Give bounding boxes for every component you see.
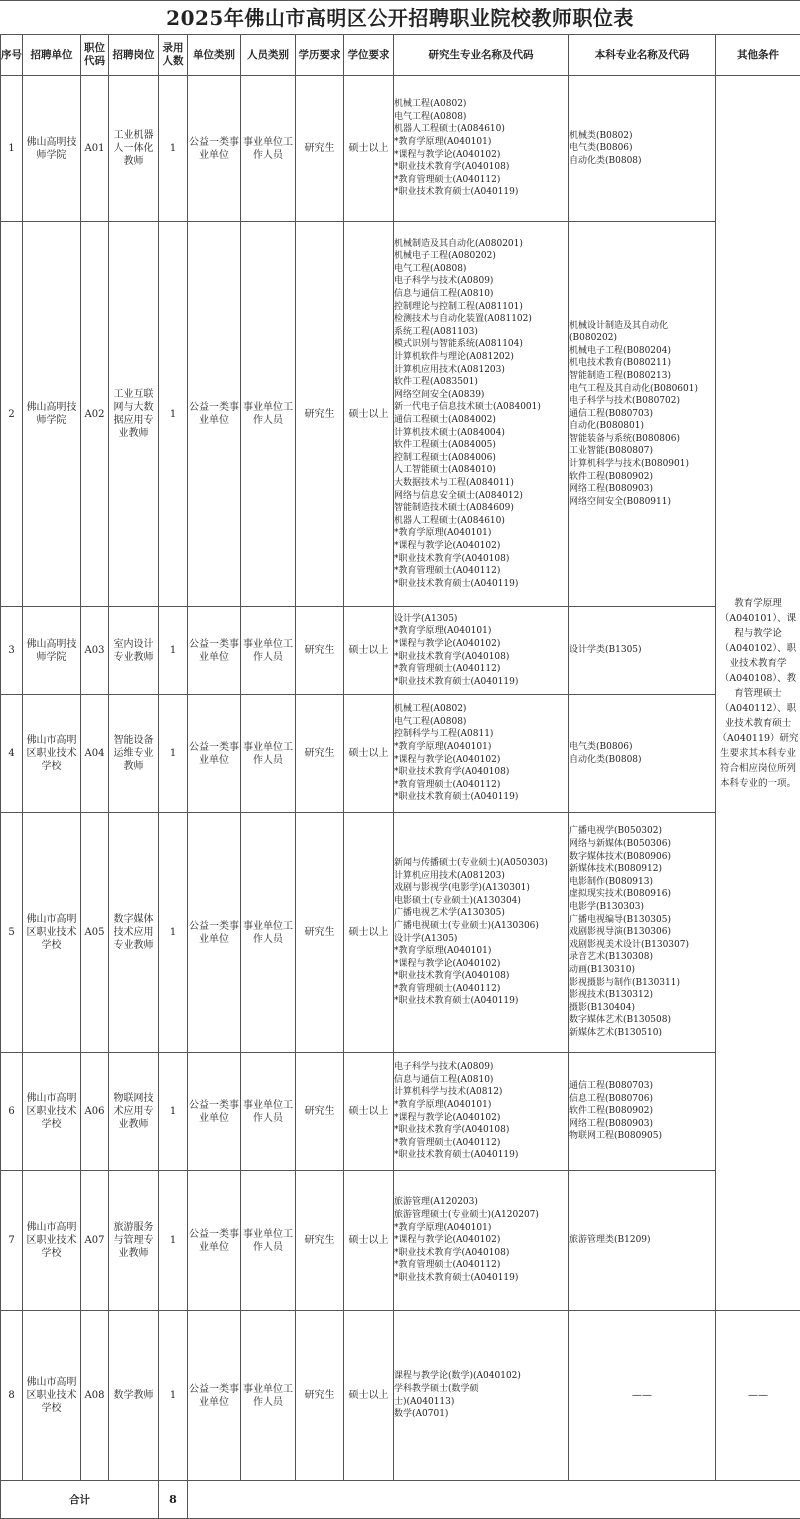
grad-major-item: 软件工程(A083501) — [394, 376, 568, 389]
ug-major-item: (B080202) — [569, 332, 715, 345]
grad-major-item: 电子科学与技术(A0809) — [394, 1061, 568, 1074]
cell-count: 1 — [159, 222, 188, 607]
cell-grad-majors — [394, 813, 569, 1053]
grad-major-item: *课程与教学论(A040102) — [394, 1234, 568, 1247]
grad-major-item: 机器人工程硕士(A084610) — [394, 515, 568, 528]
grad-major-item: 信息与通信工程(A0810) — [394, 288, 568, 301]
ug-major-item: 软件工程(B080902) — [569, 1105, 715, 1118]
grad-major-item: 机械制造及其自动化(A080201) — [394, 238, 568, 251]
grad-major-item: 电气工程(A0808) — [394, 716, 568, 729]
ug-major-item: 影视技术(B130312) — [569, 989, 715, 1002]
cell-ug-majors — [569, 1053, 716, 1171]
cell-position: 智能设备运维专业教师 — [109, 695, 159, 813]
cell-seq: 3 — [1, 607, 23, 695]
cell-grad-majors — [394, 222, 569, 607]
cell-degree: 硕士以上 — [344, 76, 394, 222]
grad-major-item: *课程与教学论(A040102) — [394, 754, 568, 767]
grad-major-item: 电气工程(A0808) — [394, 263, 568, 276]
cell-grad-majors — [394, 695, 569, 813]
cell-count: 1 — [159, 813, 188, 1053]
cell-ug-majors — [569, 695, 716, 813]
cell-seq: 6 — [1, 1053, 23, 1171]
grad-major-item: *课程与教学论(A040102) — [394, 638, 568, 651]
cell-position: 工业机器人一体化教师 — [109, 76, 159, 222]
ug-major-item: 电影学(B130303) — [569, 901, 715, 914]
total-label: 合计 — [1, 1481, 159, 1519]
cell-code: A02 — [81, 222, 109, 607]
grad-major-item: 旅游管理(A120203) — [394, 1196, 568, 1209]
cell-seq: 2 — [1, 222, 23, 607]
cell-ug-majors — [569, 813, 716, 1053]
cell-employer: 佛山市高明区职业技术学校 — [23, 1311, 81, 1481]
grad-major-item: *职业技术教育硕士(A040119) — [394, 1272, 568, 1285]
ug-major-item: 计算机科学与技术(B080901) — [569, 458, 715, 471]
grad-major-item: 电影硕士(专业硕士)(A130304) — [394, 895, 568, 908]
grad-major-item: 机械工程(A0802) — [394, 703, 568, 716]
ug-major-item: 机械电子工程(B080204) — [569, 345, 715, 358]
cell-ug-majors — [569, 607, 716, 695]
cell-staff-type: 事业单位工作人员 — [241, 1171, 296, 1311]
grad-major-item: *教育管理硕士(A040112) — [394, 1259, 568, 1272]
header-unit-type: 单位类别 — [188, 35, 241, 76]
grad-major-item: 电气工程(A0808) — [394, 111, 568, 124]
grad-major-item: *教育管理硕士(A040112) — [394, 663, 568, 676]
total-empty — [188, 1481, 800, 1519]
ug-major-item: 通信工程(B080703) — [569, 408, 715, 421]
ug-major-item: 自动化类(B0808) — [569, 155, 715, 168]
grad-major-item: *教育管理硕士(A040112) — [394, 565, 568, 578]
grad-major-item: 大数据技术与工程(A084011) — [394, 477, 568, 490]
grad-major-item: 计算机应用技术(A081203) — [394, 364, 568, 377]
cell-education: 研究生 — [296, 1053, 344, 1171]
grad-major-item: *教育学原理(A040101) — [394, 527, 568, 540]
header-ug-major: 本科专业名称及代码 — [569, 35, 716, 76]
ug-major-item: 虚拟现实技术(B080916) — [569, 888, 715, 901]
table-row — [1, 607, 800, 695]
ug-major-item: 广播电视学(B050302) — [569, 825, 715, 838]
grad-major-item: 智能制造技术硕士(A084609) — [394, 502, 568, 515]
cell-code: A03 — [81, 607, 109, 695]
cell-position: 物联网技术应用专业教师 — [109, 1053, 159, 1171]
cell-unit-type: 公益一类事业单位 — [188, 607, 241, 695]
cell-degree: 硕士以上 — [344, 813, 394, 1053]
grad-major-item: 戏剧与影视学(电影学)(A130301) — [394, 882, 568, 895]
ug-major-item: 电影制作(B080913) — [569, 876, 715, 889]
grad-major-item: 通信工程硕士(A084002) — [394, 414, 568, 427]
grad-major-item: 机械电子工程(A080202) — [394, 250, 568, 263]
grad-major-item: *职业技术教育硕士(A040119) — [394, 186, 568, 199]
cell-degree: 硕士以上 — [344, 1171, 394, 1311]
header-other: 其他条件 — [716, 35, 800, 76]
ug-major-item: 物联网工程(B080905) — [569, 1130, 715, 1143]
header-grad-major: 研究生专业名称及代码 — [394, 35, 569, 76]
ug-major-item: 录音艺术(B130308) — [569, 951, 715, 964]
cell-count: 1 — [159, 695, 188, 813]
cell-education: 研究生 — [296, 222, 344, 607]
ug-major-item: 新媒体技术(B080912) — [569, 863, 715, 876]
grad-major-item: 设计学(A1305) — [394, 613, 568, 626]
ug-major-item: 软件工程(B080902) — [569, 471, 715, 484]
cell-other-none: —— — [716, 1311, 800, 1481]
cell-position: 数字媒体技术应用专业教师 — [109, 813, 159, 1053]
grad-major-item: 计算机软件与理论(A081202) — [394, 351, 568, 364]
ug-major-item: 自动化类(B0808) — [569, 754, 715, 767]
grad-major-item: 设计学(A1305) — [394, 933, 568, 946]
grad-major-item: 信息与通信工程(A0810) — [394, 1074, 568, 1087]
cell-grad-majors — [394, 607, 569, 695]
cell-employer: 佛山高明技师学院 — [23, 607, 81, 695]
cell-employer: 佛山高明技师学院 — [23, 76, 81, 222]
cell-staff-type: 事业单位工作人员 — [241, 1053, 296, 1171]
cell-ug-majors-none: —— — [569, 1311, 716, 1481]
ug-major-item: 机械设计制造及其自动化 — [569, 320, 715, 333]
cell-position: 室内设计专业教师 — [109, 607, 159, 695]
ug-major-item: 数字媒体艺术(B130508) — [569, 1014, 715, 1027]
grad-major-item: *职业技术教育学(A040108) — [394, 766, 568, 779]
table-row — [1, 695, 800, 813]
ug-major-item: 摄影(B130404) — [569, 1002, 715, 1015]
cell-employer: 佛山市高明区职业技术学校 — [23, 813, 81, 1053]
cell-education: 研究生 — [296, 76, 344, 222]
cell-unit-type: 公益一类事业单位 — [188, 76, 241, 222]
cell-other-conditions: 教育学原理（A040101）、课程与教学论（A040102）、职业技术教育学（A040108）、教育管理硕士（A040112）、职业技术教育硕士（A040119）研究生要求其本科专业符合相应岗位所列本科专业的一项。 — [716, 76, 800, 1311]
grad-major-item: *教育学原理(A040101) — [394, 625, 568, 638]
grad-major-item: *职业技术教育硕士(A040119) — [394, 995, 568, 1008]
grad-major-item: *教育学原理(A040101) — [394, 1222, 568, 1235]
cell-seq: 5 — [1, 813, 23, 1053]
ug-major-item: 网络空间安全(B080911) — [569, 496, 715, 509]
grad-major-item: *教育学原理(A040101) — [394, 1099, 568, 1112]
table-row — [1, 1171, 800, 1311]
cell-education: 研究生 — [296, 813, 344, 1053]
header-degree: 学位要求 — [344, 35, 394, 76]
grad-major-item: *课程与教学论(A040102) — [394, 540, 568, 553]
cell-grad-majors — [394, 1053, 569, 1171]
cell-count: 1 — [159, 1053, 188, 1171]
ug-major-item: 数字媒体技术(B080906) — [569, 851, 715, 864]
ug-major-item: 电气类(B0806) — [569, 142, 715, 155]
ug-major-item: 影视摄影与制作(B130311) — [569, 977, 715, 990]
cell-grad-majors — [394, 76, 569, 222]
cell-unit-type: 公益一类事业单位 — [188, 1053, 241, 1171]
grad-major-item: *职业技术教育硕士(A040119) — [394, 1149, 568, 1162]
header-education: 学历要求 — [296, 35, 344, 76]
table-header-row — [1, 35, 800, 76]
cell-education: 研究生 — [296, 1171, 344, 1311]
table-row — [1, 222, 800, 607]
ug-major-item: 广播电视编导(B130305) — [569, 914, 715, 927]
grad-major-item: 课程与教学论(数学)(A040102) — [394, 1370, 568, 1383]
cell-count: 1 — [159, 1171, 188, 1311]
ug-major-item: 旅游管理类(B1209) — [569, 1234, 715, 1247]
grad-major-item: 计算机科学与技术(A0812) — [394, 1086, 568, 1099]
cell-grad-majors — [394, 1171, 569, 1311]
table-row — [1, 76, 800, 222]
ug-major-item: 信息工程(B080706) — [569, 1093, 715, 1106]
cell-code: A08 — [81, 1311, 109, 1481]
grad-major-item: 机器人工程硕士(A084610) — [394, 123, 568, 136]
grad-major-item: 软件工程硕士(A084005) — [394, 439, 568, 452]
positions-table — [0, 34, 800, 1519]
grad-major-item: 新一代电子信息技术硕士(A084001) — [394, 401, 568, 414]
page-title: 2025年佛山市高明区公开招聘职业院校教师职位表 — [0, 0, 800, 35]
grad-major-item: *职业技术教育学(A040108) — [394, 553, 568, 566]
ug-major-item: 电气类(B0806) — [569, 741, 715, 754]
ug-major-item: 新媒体艺术(B130510) — [569, 1027, 715, 1040]
grad-major-item: 检测技术与自动化装置(A081102) — [394, 313, 568, 326]
cell-count: 1 — [159, 1311, 188, 1481]
ug-major-item: 电气工程及其自动化(B080601) — [569, 383, 715, 396]
grad-major-item: 系统工程(A081103) — [394, 326, 568, 339]
cell-staff-type: 事业单位工作人员 — [241, 222, 296, 607]
grad-major-item: 计算机技术硕士(A084004) — [394, 427, 568, 440]
grad-major-item: 新闻与传播硕士(专业硕士)(A050303) — [394, 857, 568, 870]
grad-major-item: *职业技术教育学(A040108) — [394, 970, 568, 983]
table-row — [1, 1053, 800, 1171]
grad-major-item: *课程与教学论(A040102) — [394, 149, 568, 162]
cell-grad-majors — [394, 1311, 569, 1481]
ug-major-item: 机械类(B0802) — [569, 130, 715, 143]
cell-code: A05 — [81, 813, 109, 1053]
cell-count: 1 — [159, 76, 188, 222]
cell-position: 旅游服务与管理专业教师 — [109, 1171, 159, 1311]
header-code: 职位代码 — [81, 35, 109, 76]
cell-employer: 佛山市高明区职业技术学校 — [23, 1053, 81, 1171]
grad-major-item: 士)(A040113) — [394, 1396, 568, 1409]
ug-major-item: 网络与新媒体(B050306) — [569, 838, 715, 851]
cell-seq: 1 — [1, 76, 23, 222]
cell-employer: 佛山市高明区职业技术学校 — [23, 1171, 81, 1311]
cell-position: 数学教师 — [109, 1311, 159, 1481]
table-row — [1, 813, 800, 1053]
cell-seq: 4 — [1, 695, 23, 813]
grad-major-item: *教育学原理(A040101) — [394, 945, 568, 958]
grad-major-item: 网络空间安全(A0839) — [394, 389, 568, 402]
cell-education: 研究生 — [296, 695, 344, 813]
cell-employer: 佛山高明技师学院 — [23, 222, 81, 607]
cell-unit-type: 公益一类事业单位 — [188, 813, 241, 1053]
header-seq: 序号 — [1, 35, 23, 76]
grad-major-item: *教育管理硕士(A040112) — [394, 1137, 568, 1150]
ug-major-item: 动画(B130310) — [569, 964, 715, 977]
cell-code: A04 — [81, 695, 109, 813]
cell-degree: 硕士以上 — [344, 695, 394, 813]
grad-major-item: 机械工程(A0802) — [394, 98, 568, 111]
grad-major-item: *课程与教学论(A040102) — [394, 1112, 568, 1125]
grad-major-item: 数学(A0701) — [394, 1408, 568, 1421]
ug-major-item: 设计学类(B1305) — [569, 644, 715, 657]
grad-major-item: *教育学原理(A040101) — [394, 136, 568, 149]
cell-education: 研究生 — [296, 607, 344, 695]
cell-position: 工业互联网与大数据应用专业教师 — [109, 222, 159, 607]
cell-seq: 7 — [1, 1171, 23, 1311]
ug-major-item: 智能制造工程(B080213) — [569, 370, 715, 383]
ug-major-item: 网络工程(B080903) — [569, 483, 715, 496]
cell-degree: 硕士以上 — [344, 607, 394, 695]
cell-staff-type: 事业单位工作人员 — [241, 76, 296, 222]
grad-major-item: *职业技术教育硕士(A040119) — [394, 578, 568, 591]
ug-major-item: 网络工程(B080903) — [569, 1118, 715, 1131]
grad-major-item: 计算机应用技术(A081203) — [394, 870, 568, 883]
cell-unit-type: 公益一类事业单位 — [188, 1311, 241, 1481]
cell-staff-type: 事业单位工作人员 — [241, 1311, 296, 1481]
cell-unit-type: 公益一类事业单位 — [188, 1171, 241, 1311]
cell-code: A06 — [81, 1053, 109, 1171]
grad-major-item: 广播电视硕士(专业硕士)(A130306) — [394, 920, 568, 933]
cell-degree: 硕士以上 — [344, 222, 394, 607]
ug-major-item: 电子科学与技术(B080702) — [569, 395, 715, 408]
grad-major-item: *课程与教学论(A040102) — [394, 958, 568, 971]
grad-major-item: *职业技术教育硕士(A040119) — [394, 791, 568, 804]
cell-ug-majors — [569, 1171, 716, 1311]
grad-major-item: 广播电视艺术学(A130305) — [394, 907, 568, 920]
cell-unit-type: 公益一类事业单位 — [188, 222, 241, 607]
header-count: 录用人数 — [159, 35, 188, 76]
cell-employer: 佛山市高明区职业技术学校 — [23, 695, 81, 813]
grad-major-item: *职业技术教育学(A040108) — [394, 1124, 568, 1137]
cell-count: 1 — [159, 607, 188, 695]
cell-ug-majors — [569, 222, 716, 607]
grad-major-item: 控制理论与控制工程(A081101) — [394, 301, 568, 314]
total-value: 8 — [159, 1481, 188, 1519]
ug-major-item: 机电技术教育(B080211) — [569, 357, 715, 370]
grad-major-item: 控制科学与工程(A0811) — [394, 728, 568, 741]
header-position: 招聘岗位 — [109, 35, 159, 76]
ug-major-item: 戏剧影视导演(B130306) — [569, 926, 715, 939]
cell-unit-type: 公益一类事业单位 — [188, 695, 241, 813]
cell-degree: 硕士以上 — [344, 1311, 394, 1481]
cell-staff-type: 事业单位工作人员 — [241, 695, 296, 813]
grad-major-item: *职业技术教育硕士(A040119) — [394, 676, 568, 689]
total-row — [1, 1481, 800, 1519]
ug-major-item: 通信工程(B080703) — [569, 1080, 715, 1093]
table-row — [1, 1311, 800, 1481]
grad-major-item: *教育管理硕士(A040112) — [394, 779, 568, 792]
cell-code: A01 — [81, 76, 109, 222]
grad-major-item: *教育管理硕士(A040112) — [394, 983, 568, 996]
cell-staff-type: 事业单位工作人员 — [241, 607, 296, 695]
cell-education: 研究生 — [296, 1311, 344, 1481]
cell-code: A07 — [81, 1171, 109, 1311]
ug-major-item: 工业智能(B080807) — [569, 445, 715, 458]
grad-major-item: 控制工程硕士(A084006) — [394, 452, 568, 465]
grad-major-item: *教育管理硕士(A040112) — [394, 174, 568, 187]
grad-major-item: 人工智能硕士(A084010) — [394, 464, 568, 477]
grad-major-item: 旅游管理硕士(专业硕士)(A120207) — [394, 1209, 568, 1222]
ug-major-item: 戏剧影视美术设计(B130307) — [569, 939, 715, 952]
grad-major-item: *教育学原理(A040101) — [394, 741, 568, 754]
header-employer: 招聘单位 — [23, 35, 81, 76]
grad-major-item: 网络与信息安全硕士(A084012) — [394, 490, 568, 503]
cell-staff-type: 事业单位工作人员 — [241, 813, 296, 1053]
grad-major-item: *职业技术教育学(A040108) — [394, 1247, 568, 1260]
grad-major-item: *职业技术教育学(A040108) — [394, 161, 568, 174]
header-staff-type: 人员类别 — [241, 35, 296, 76]
ug-major-item: 自动化(B080801) — [569, 420, 715, 433]
cell-ug-majors — [569, 76, 716, 222]
ug-major-item: 智能装备与系统(B080806) — [569, 433, 715, 446]
cell-seq: 8 — [1, 1311, 23, 1481]
grad-major-item: 电子科学与技术(A0809) — [394, 275, 568, 288]
grad-major-item: *职业技术教育学(A040108) — [394, 651, 568, 664]
grad-major-item: 模式识别与智能系统(A081104) — [394, 338, 568, 351]
cell-degree: 硕士以上 — [344, 1053, 394, 1171]
grad-major-item: 学科教学硕士(数学硕 — [394, 1383, 568, 1396]
